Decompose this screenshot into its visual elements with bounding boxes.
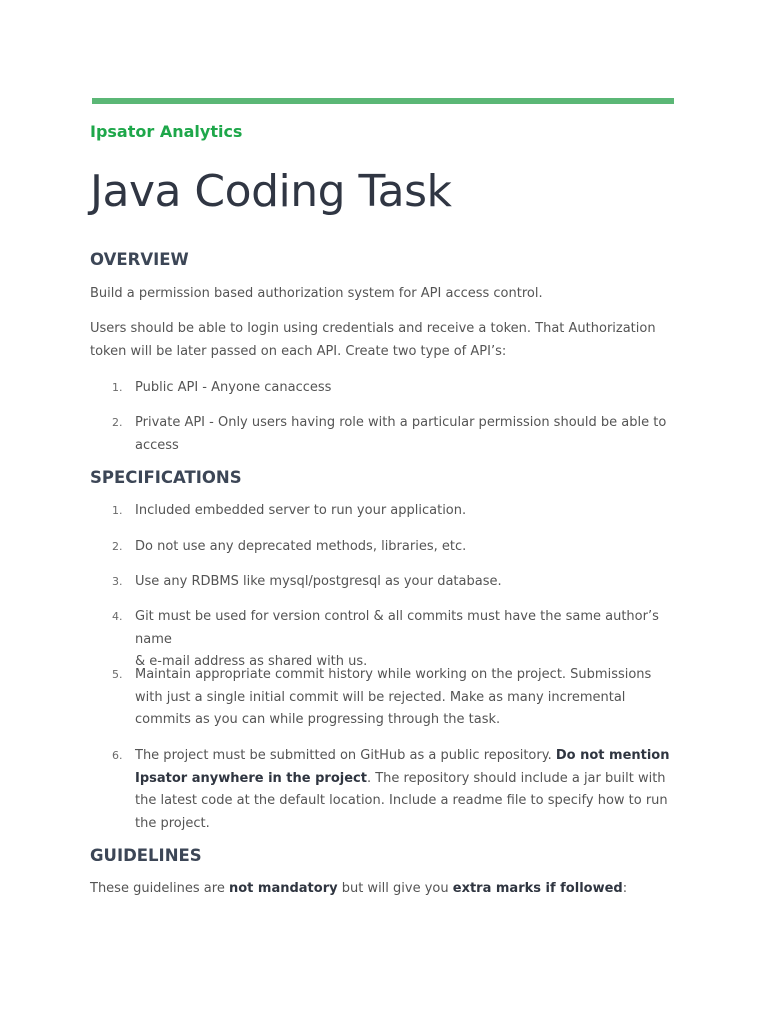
list-text-line: Git must be used for version control & all commits must have the same author’s name	[135, 609, 659, 647]
top-divider	[92, 98, 674, 104]
list-number: 4.	[112, 610, 123, 623]
list-text: Private API - Only users having role with a particular permission should be able to access	[135, 415, 667, 453]
guidelines-bold-2: extra marks if followed	[452, 881, 623, 896]
list-text: Included embedded server to run your application.	[135, 503, 467, 518]
list-number: 2.	[112, 416, 123, 429]
overview-paragraph-2: Users should be able to login using credentials and receive a token. That Authorization token will be later passed on each API. Create two type of API’s:	[90, 321, 656, 359]
list-number: 2.	[112, 540, 123, 553]
list-text-segment: . The repository should include a jar built with the latest code at the default location. Include a readme file to specify how to run the project.	[135, 770, 668, 831]
list-text: Maintain appropriate commit history while working on the project. Submissions with just a single initial commit will be rejected. Make as many incremental commits as you can while progressing through the task.	[135, 667, 652, 727]
list-number: 1.	[112, 504, 123, 517]
list-text-line: & e-mail address as shared with us.	[135, 654, 368, 669]
list-text-segment: The project must be submitted on GitHub as a public repository.	[135, 748, 556, 763]
list-text: Public API - Anyone canaccess	[135, 380, 332, 395]
guidelines-text: :	[622, 881, 628, 896]
company-name: Ipsator Analytics	[90, 122, 243, 141]
guidelines-bold-1: not mandatory	[228, 881, 338, 896]
guidelines-text: but will give you	[337, 881, 453, 896]
guidelines-text: These guidelines are	[90, 881, 229, 896]
specifications-heading: SPECIFICATIONS	[90, 468, 242, 487]
list-text	[135, 745, 680, 835]
list-number: 5.	[112, 668, 123, 681]
list-text: Do not use any deprecated methods, libraries, etc.	[135, 539, 467, 554]
list-number: 1.	[112, 381, 123, 394]
list-text: Use any RDBMS like mysql/postgresql as your database.	[135, 574, 502, 589]
list-number: 6.	[112, 749, 123, 762]
list-number: 3.	[112, 575, 123, 588]
overview-heading: OVERVIEW	[90, 250, 189, 269]
list-text-bold: Do not mention Ipsator anywhere in the project	[135, 748, 670, 786]
page-title: Java Coding Task	[90, 166, 452, 217]
guidelines-heading: GUIDELINES	[90, 846, 202, 865]
guidelines-paragraph	[90, 878, 680, 901]
overview-paragraph-1: Build a permission based authorization system for API access control.	[90, 286, 543, 301]
